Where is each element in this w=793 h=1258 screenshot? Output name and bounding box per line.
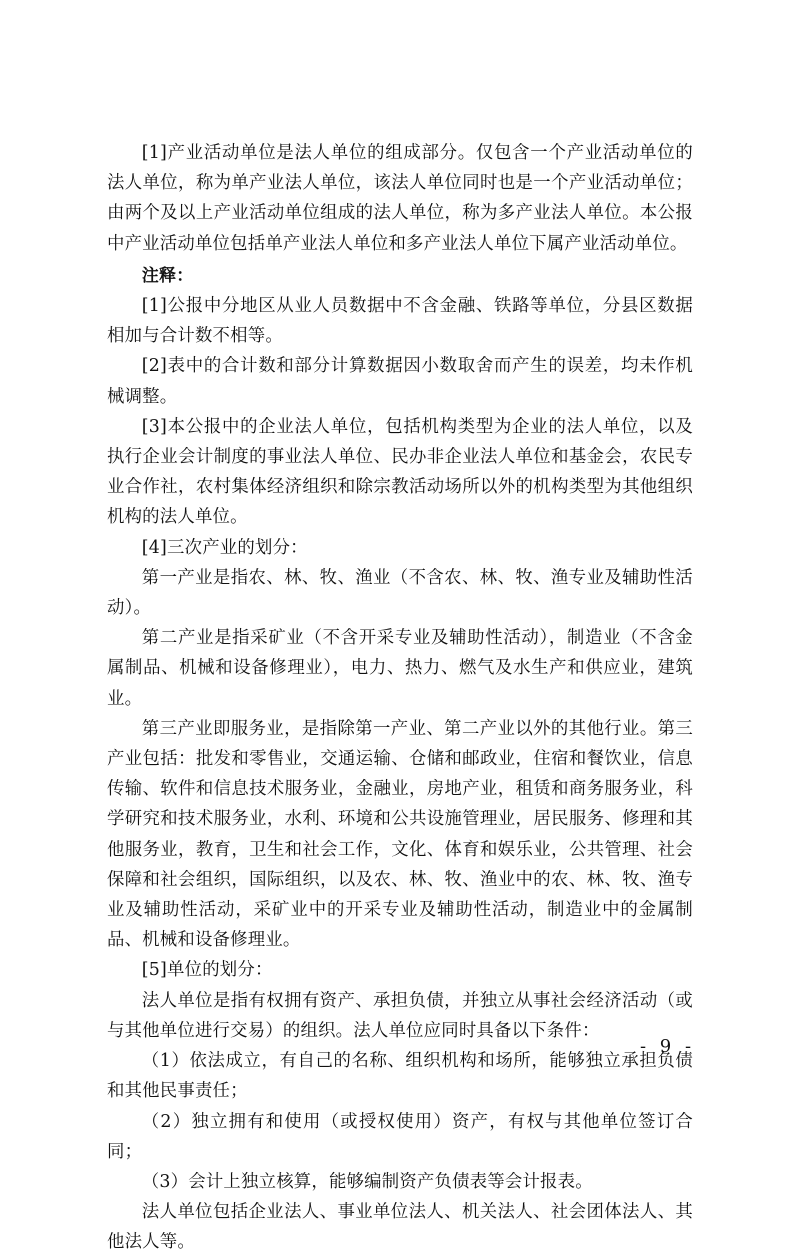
note-5-types: 法人单位包括企业法人、事业单位法人、机关法人、社会团体法人、其他法人等。 (107, 1202, 693, 1253)
note-4-secondary: 第二产业是指采矿业（不含开采专业及辅助性活动），制造业（不含金属制品、机械和设备修理业），电力、热力、燃气及水生产和供应业，建筑业。 (107, 628, 693, 709)
note-4: [4]三次产业的划分： (141, 537, 308, 558)
document-body (107, 138, 693, 1258)
page-number: - 9 - (640, 1036, 696, 1057)
note-5-condition-3: （3）会计上独立核算，能够编制资产负债表等会计报表。 (141, 1171, 593, 1192)
note-5-definition: 法人单位是指有权拥有资产、承担负债，并独立从事社会经济活动（或与其他单位进行交易）的组织。法人单位应同时具备以下条件： (107, 990, 693, 1041)
notes-heading-text: 注释： (141, 265, 194, 286)
note-2: [2]表中的合计数和部分计算数据因小数取舍而产生的误差，均未作机械调整。 (107, 356, 693, 407)
note-5-condition-1: （1）依法成立，有自己的名称、组织机构和场所，能够独立承担负债和其他民事责任； (107, 1051, 693, 1102)
notes-heading (107, 261, 693, 291)
note-4-primary: 第一产业是指农、林、牧、渔业（不含农、林、牧、渔专业及辅助性活动）。 (107, 567, 693, 619)
note-5-condition-2: （2）独立拥有和使用（或授权使用）资产，有权与其他单位签订合同； (107, 1111, 693, 1162)
note-5: [5]单位的划分： (141, 960, 273, 981)
note-4-tertiary: 第三产业即服务业，是指除第一产业、第二产业以外的其他行业。第三产业包括：批发和零售业，交通运输、仓储和邮政业，住宿和餐饮业，信息传输、软件和信息技术服务业，金融业，房地产业，租赁和商务服务业，科学研究和技术服务业，水利、环境和公共设施管理业，居民服务、修理和其他服务业，教育，卫生和社会工作，文化、体育和娱乐业，公共管理、社会保障和社会组织，国际组织，以及农、林、牧、渔业中的农、林、牧、渔专业及辅助性活动，采矿业中的开采专业及辅助性活动，制造业中的金属制品、机械和设备修理业。 (107, 718, 693, 951)
note-1: [1]公报中分地区从业人员数据中不含金融、铁路等单位，分县区数据相加与合计数不相等。 (107, 296, 693, 347)
paragraph-industry-unit: [1]产业活动单位是法人单位的组成部分。仅包含一个产业活动单位的法人单位，称为单产业法人单位，该法人单位同时也是一个产业活动单位；由两个及以上产业活动单位组成的法人单位，称为多产业法人单位。本公报中产业活动单位包括单产业法人单位和多产业法人单位下属产业活动单位。 (107, 143, 693, 254)
note-3: [3]本公报中的企业法人单位，包括机构类型为企业的法人单位，以及执行企业会计制度的事业法人单位、民办非企业法人单位和基金会，农民专业合作社，农村集体经济组织和除宗教活动场所以外的机构类型为其他组织机构的法人单位。 (107, 416, 693, 528)
